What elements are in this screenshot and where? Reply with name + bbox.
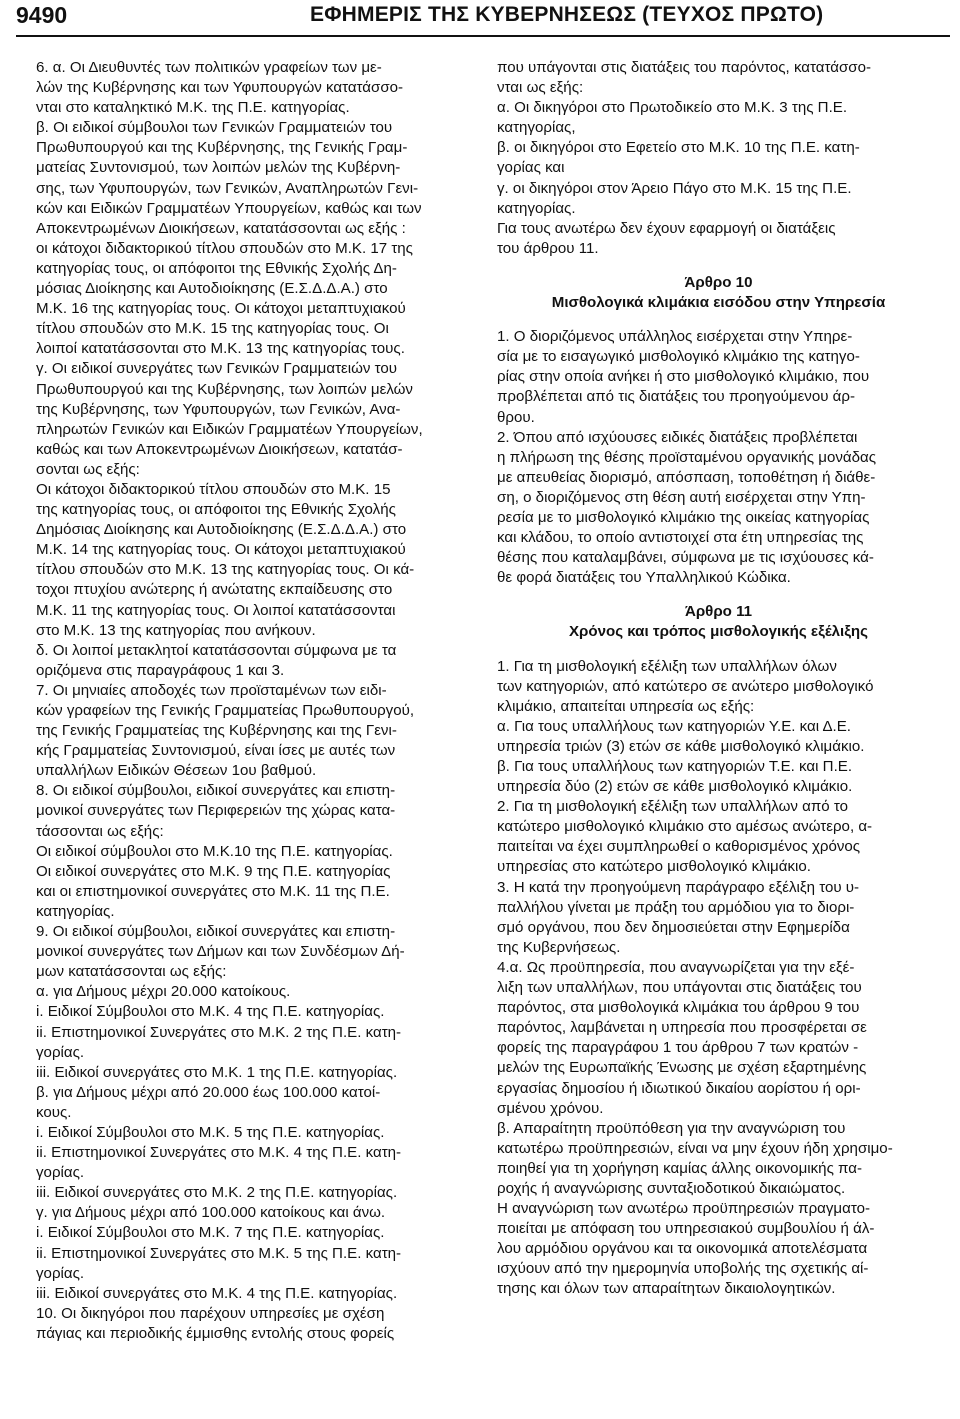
text-line: γ. Οι ειδικοί συνεργάτες των Γενικών Γραμματειών του bbox=[36, 360, 398, 378]
page-header bbox=[10, 0, 950, 38]
page-number: 9490 bbox=[16, 2, 68, 28]
text-line: λου αρμόδιου οργάνου και τα οικονομικά αποτελέσματα bbox=[497, 1240, 868, 1258]
text-line: μόσιας Διοίκησης και Αυτοδιοίκησης (Ε.Σ.Δ.Δ.Α.) στο bbox=[36, 280, 388, 298]
text-line: και κλάδου, το οποίο αντιστοιχεί στα έτη υπηρεσίας της bbox=[497, 529, 864, 547]
text-line: ισχύουν από την ημερομηνία υποβολής της σχετικής αί- bbox=[497, 1260, 869, 1278]
text-line: γορίας. bbox=[36, 1043, 85, 1061]
text-line: ρεσία με το μισθολογικό κλιμάκιο της οικείας κατηγορίας bbox=[497, 508, 870, 526]
text-line: υπηρεσία τριών (3) ετών σε κάθε μισθολογικό κλιμάκιο. bbox=[497, 737, 865, 755]
text-line: λοιποί κατατάσσονται στο Μ.Κ. 13 της κατηγορίας τους. bbox=[36, 340, 405, 358]
text-line: λών της Κυβέρνησης και των Υφυπουργών κατατάσσο- bbox=[36, 79, 404, 97]
text-line: α. Για τους υπαλλήλους των κατηγοριών Υ.Ε. και Δ.Ε. bbox=[497, 717, 851, 735]
text-line: κατηγορίας, bbox=[497, 119, 576, 137]
text-line: ii. Επιστημονικοί Συνεργάτες στο Μ.Κ. 5 της Π.Ε. κατη- bbox=[36, 1244, 402, 1262]
text-line: 1. Ο διοριζόμενος υπάλληλος εισέρχεται στην Υπηρε- bbox=[497, 328, 853, 346]
text-line: της Γενικής Γραμματείας της Κυβέρνησης και της Γενι- bbox=[36, 722, 397, 740]
text-line: 8. Οι ειδικοί σύμβουλοι, ειδικοί συνεργάτες και επιστη- bbox=[36, 782, 396, 800]
text-line: ροχής ή αναγνώρισης συνταξιοδοτικού δικαιώματος. bbox=[497, 1179, 846, 1197]
text-line: και οι επιστημονικοί συνεργάτες στο Μ.Κ. 11 της Π.Ε. bbox=[36, 882, 390, 900]
text-line: β. οι δικηγόροι στο Εφετείο στο Μ.Κ. 10 της Π.Ε. κατη- bbox=[497, 139, 860, 157]
text-line: 1. Για τη μισθολογική εξέλιξη των υπαλλήλων όλων bbox=[497, 657, 837, 675]
text-line: σμό οργάνου, που δεν δημοσιεύεται στην Εφημερίδα bbox=[497, 918, 850, 936]
text-line: 6. α. Οι Διευθυντές των πολιτικών γραφείων των με- bbox=[36, 59, 382, 76]
text-line: του άρθρου 11. bbox=[497, 239, 599, 257]
text-line: νται στο καταληκτικό Μ.Κ. της Π.Ε. κατηγορίας. bbox=[36, 99, 350, 117]
text-line: α. για Δήμους μέχρι 20.000 κατοίκους. bbox=[36, 983, 291, 1001]
text-line: α. Οι δικηγόροι στο Πρωτοδικείο στο Μ.Κ. 3 της Π.Ε. bbox=[497, 99, 848, 117]
text-line: κών και Ειδικών Γραμματέων Υπουργείων, καθώς και των bbox=[36, 199, 422, 217]
text-line: μονικοί συνεργάτες των Δήμων και των Συνδέσμων Δή- bbox=[36, 943, 405, 961]
text-line: με απευθείας διορισμό, απόσπαση, τοποθέτηση ή διάθε- bbox=[497, 468, 876, 486]
text-line: εργασίας δημοσίου ή ιδιωτικού δικαίου αορίστου ή ορι- bbox=[497, 1079, 861, 1097]
article-11-title: Χρόνος και τρόπος μισθολογικής εξέλιξης bbox=[568, 623, 869, 641]
text-line: τοχοι πτυχίου ανώτερης ή ανώτατης εκπαίδευσης στο bbox=[36, 581, 393, 599]
text-line: θρου. bbox=[497, 408, 535, 426]
text-line: Οι ειδικοί συνεργάτες στο Μ.Κ. 9 της Π.Ε. κατηγορίας bbox=[36, 862, 391, 880]
text-line: η πλήρωση της θέσης προϊσταμένου οργανικής μονάδας bbox=[497, 448, 877, 466]
text-line: πληρωτών Γενικών και Ειδικών Γραμματέων Υπουργείων, bbox=[36, 420, 423, 438]
text-line: μονικοί συνεργάτες των Περιφερειών της χώρας κατα- bbox=[36, 802, 396, 820]
text-line: iii. Ειδικοί συνεργάτες στο Μ.Κ. 1 της Π.Ε. κατηγορίας. bbox=[36, 1063, 398, 1081]
text-line: θέσης που καταλαμβάνει, σύμφωνα με τις ισχύουσες κά- bbox=[497, 549, 874, 567]
text-line: της Κυβέρνησης, των Υφυπουργών, των Γενικών, Ανα- bbox=[36, 400, 401, 418]
text-line: ση, ο διοριζόμενος στη θέση αυτή εισέρχεται στην Υπη- bbox=[497, 488, 866, 506]
text-line: β. Οι ειδικοί σύμβουλοι των Γενικών Γραμματειών του bbox=[36, 119, 393, 137]
text-line: γ. οι δικηγόροι στον Άρειο Πάγο στο Μ.Κ. 15 της Π.Ε. bbox=[497, 179, 852, 197]
text-line: i. Ειδικοί Σύμβουλοι στο Μ.Κ. 4 της Π.Ε. κατηγορίας. bbox=[36, 1003, 385, 1021]
text-line: παιτείται να έχει συμπληρωθεί ο καθορισμένος χρόνος bbox=[497, 838, 861, 856]
text-line: Οι ειδικοί σύμβουλοι στο Μ.Κ.10 της Π.Ε. κατηγορίας. bbox=[36, 842, 393, 860]
text-line: παρόντος, λαμβάνεται η υπηρεσία που προσφέρεται σε bbox=[497, 1019, 867, 1037]
text-line: κής Γραμματείας Συντονισμού, είναι ίσες με αυτές των bbox=[36, 742, 396, 760]
text-line: που υπάγονται στις διατάξεις του παρόντος, κατατάσσο- bbox=[497, 59, 872, 76]
text-line: σία με το εισαγωγικό μισθολογικό κλιμάκιο της κατηγο- bbox=[497, 348, 860, 366]
text-line: ρίας στην οποία ανήκει ή στο μισθολογικό κλιμάκιο, που bbox=[497, 368, 870, 386]
text-line: γορίας. bbox=[36, 1164, 85, 1182]
text-line: κατωτέρω προϋπηρεσιών, είναι να μην έχουν ήδη χρησιμο- bbox=[497, 1139, 893, 1157]
text-line: ματείας Συντονισμού, των λοιπών μελών της Κυβέρνη- bbox=[36, 159, 401, 177]
text-line: τίτλου σπουδών στο Μ.Κ. 15 της κατηγορίας τους. Οι bbox=[36, 320, 389, 338]
text-line: πάγιας και περιοδικής έμμισθης εντολής στους φορείς bbox=[36, 1324, 395, 1342]
text-line: Μ.Κ. 14 της κατηγορίας τους. Οι κάτοχοι μεταπτυχιακού bbox=[36, 541, 406, 559]
article-11-body bbox=[497, 657, 940, 1300]
text-line: λιξη των υπαλλήλων, που υπάγονται στις διατάξεις του bbox=[497, 979, 862, 997]
text-line: κατηγορίας τους, οι απόφοιτοι της Εθνικής Σχολής Δη- bbox=[36, 259, 397, 277]
text-line: γ. για Δήμους μέχρι από 100.000 κατοίκους και άνω. bbox=[36, 1204, 386, 1222]
text-line: Αποκεντρωμένων Διοικήσεων, κατατάσσονται ως εξής : bbox=[36, 219, 406, 237]
text-line: προβλέπεται από τις διατάξεις του προηγούμενου άρ- bbox=[497, 388, 856, 406]
gazette-title: ΕΦΗΜΕΡΙΣ ΤΗΣ ΚΥΒΕΡΝΗΣΕΩΣ (ΤΕΥΧΟΣ ΠΡΩΤΟ) bbox=[310, 3, 824, 26]
text-line: ii. Επιστημονικοί Συνεργάτες στο Μ.Κ. 2 της Π.Ε. κατη- bbox=[36, 1023, 402, 1041]
text-line: 2. Για τη μισθολογική εξέλιξη των υπαλλήλων από το bbox=[497, 798, 849, 816]
text-line: β. Απαραίτητη προϋπόθεση για την αναγνώριση του bbox=[497, 1119, 846, 1137]
text-line: 10. Οι δικηγόροι που παρέχουν υπηρεσίες με σχέση bbox=[36, 1304, 385, 1322]
text-line: Η αναγνώριση των ανωτέρω προϋπηρεσιών πραγματο- bbox=[497, 1200, 871, 1218]
text-line: των κατηγοριών, από κατώτερο σε ανώτερο μισθολογικό bbox=[497, 677, 874, 695]
text-line: i. Ειδικοί Σύμβουλοι στο Μ.Κ. 7 της Π.Ε. κατηγορίας. bbox=[36, 1224, 385, 1242]
text-line: τίτλου σπουδών στο Μ.Κ. 13 της κατηγορίας τους. Οι κά- bbox=[36, 561, 415, 579]
text-line: σονται ως εξής: bbox=[36, 460, 140, 478]
text-line: ποιηθεί για τη χορήγηση καμίας άλλης οικονομικής πα- bbox=[497, 1159, 862, 1177]
text-line: της Κυβερνήσεως. bbox=[497, 938, 621, 956]
text-line: φορείς της παραγράφου 1 του άρθρου 7 των κρατών - bbox=[497, 1039, 859, 1057]
text-line: παλλήλου γίνεται με πράξη του αρμόδιου για το διορι- bbox=[497, 898, 855, 916]
text-line: 4.α. Ως προϋπηρεσία, που αναγνωρίζεται για την εξέ- bbox=[497, 958, 855, 976]
text-line: θε φορά διατάξεις του Υπαλληλικού Κώδικα. bbox=[497, 569, 791, 587]
text-line: κους. bbox=[36, 1103, 72, 1121]
left-column bbox=[36, 58, 472, 1344]
text-line: οι κάτοχοι διδακτορικού τίτλου σπουδών στο Μ.Κ. 17 της bbox=[36, 239, 413, 257]
text-line: Οι κάτοχοι διδακτορικού τίτλου σπουδών στο Μ.Κ. 15 bbox=[36, 480, 391, 498]
text-line: 2. Όπου από ισχύουσες ειδικές διατάξεις προβλέπεται bbox=[497, 428, 858, 446]
text-line: υπαλλήλων Ειδικών Θέσεων 1ου βαθμού. bbox=[36, 762, 317, 780]
article-11-heading: Άρθρο 11 bbox=[684, 603, 753, 621]
text-line: κλιμάκιο, απαιτείται υπηρεσία ως εξής: bbox=[497, 697, 755, 715]
text-line: β. για Δήμους μέχρι από 20.000 έως 100.000 κατοί- bbox=[36, 1083, 381, 1101]
article-10-heading: Άρθρο 10 bbox=[684, 273, 753, 291]
text-line: ποιείται με απόφαση του υπηρεσιακού συμβουλίου ή άλ- bbox=[497, 1220, 875, 1238]
text-line: ii. Επιστημονικοί Συνεργάτες στο Μ.Κ. 4 της Π.Ε. κατη- bbox=[36, 1144, 402, 1162]
text-line: Για τους ανωτέρω δεν έχουν εφαρμογή οι διατάξεις bbox=[497, 219, 836, 237]
text-line: iii. Ειδικοί συνεργάτες στο Μ.Κ. 2 της Π.Ε. κατηγορίας. bbox=[36, 1184, 398, 1202]
text-line: κατηγορίας. bbox=[497, 199, 576, 217]
text-line: Πρωθυπουργού και της Κυβέρνησης, της Γενικής Γραμ- bbox=[36, 139, 408, 157]
text-line: iii. Ειδικοί συνεργάτες στο Μ.Κ. 4 της Π.Ε. κατηγορίας. bbox=[36, 1284, 398, 1302]
text-line: i. Ειδικοί Σύμβουλοι στο Μ.Κ. 5 της Π.Ε. κατηγορίας. bbox=[36, 1123, 385, 1141]
text-line: Πρωθυπουργού και της Κυβέρνησης, των λοιπών μελών bbox=[36, 380, 413, 398]
text-line: β. Για τους υπαλλήλους των κατηγοριών Τ.Ε. και Π.Ε. bbox=[497, 758, 853, 775]
right-column bbox=[497, 58, 940, 1300]
text-line: παρόντος, στα μισθολογικά κλιμάκια του άρθρου 9 του bbox=[497, 999, 860, 1017]
right-intro-text bbox=[497, 58, 940, 259]
text-line: νται ως εξής: bbox=[497, 79, 584, 97]
article-10-body bbox=[497, 327, 940, 588]
text-line: υπηρεσίας στο κατώτερο μισθολογικό κλιμάκιο. bbox=[497, 858, 811, 876]
text-line: 3. Η κατά την προηγούμενη παράγραφο εξέλιξη του υ- bbox=[497, 878, 860, 896]
text-line: δ. Οι λοιποί μετακλητοί κατατάσσονται σύμφωνα με τα bbox=[36, 641, 397, 659]
text-line: οριζόμενα στις παραγράφους 1 και 3. bbox=[36, 661, 285, 679]
text-line: κών γραφείων της Γενικής Γραμματείας Πρωθυπουργού, bbox=[36, 702, 415, 719]
text-line: της κατηγορίας τους, οι απόφοιτοι της Εθνικής Σχολής bbox=[36, 501, 396, 519]
text-line: κατηγορίας. bbox=[36, 902, 115, 920]
text-line: μων κατατάσσονται ως εξής: bbox=[36, 963, 227, 981]
text-line: Δημόσιας Διοίκησης και Αυτοδιοίκησης (Ε.Σ.Δ.Δ.Α.) στο bbox=[36, 521, 407, 539]
text-line: σμένου χρόνου. bbox=[497, 1099, 604, 1117]
text-line: στο Μ.Κ. 13 της κατηγορίας που ανήκουν. bbox=[36, 621, 316, 639]
header-divider bbox=[16, 35, 950, 37]
text-line: κατώτερο μισθολογικό κλιμάκιο στο αμέσως ανώτερο, α- bbox=[497, 818, 873, 836]
text-line: σης, των Υφυπουργών, των Γενικών, Αναπληρωτών Γενι- bbox=[36, 179, 419, 197]
text-line: 7. Οι μηνιαίες αποδοχές των προϊσταμένων των ειδι- bbox=[36, 681, 387, 699]
text-line: τησης και όλων των απαραίτητων δικαιολογητικών. bbox=[497, 1280, 836, 1298]
article-10-title: Μισθολογικά κλιμάκια εισόδου στην Υπηρεσία bbox=[551, 294, 886, 312]
text-line: γορίας και bbox=[497, 159, 565, 177]
text-line: καθώς και των Αποκεντρωμένων Διοικήσεων, κατατάσ- bbox=[36, 440, 403, 458]
text-line: υπηρεσία δύο (2) ετών σε κάθε μισθολογικό κλιμάκιο. bbox=[497, 778, 853, 796]
text-line: Μ.Κ. 11 της κατηγορίας τους. Οι λοιποί κατατάσσονται bbox=[36, 601, 396, 619]
text-line: Μ.Κ. 16 της κατηγορίας τους. Οι κάτοχοι μεταπτυχιακού bbox=[36, 300, 406, 318]
text-line: 9. Οι ειδικοί σύμβουλοι, ειδικοί συνεργάτες και επιστη- bbox=[36, 923, 396, 941]
text-line: γορίας. bbox=[36, 1264, 85, 1282]
text-line: τάσσονται ως εξής: bbox=[36, 822, 164, 840]
text-line: μελών της Ευρωπαϊκής Ένωσης με σχέση εξαρτημένης bbox=[497, 1059, 867, 1077]
